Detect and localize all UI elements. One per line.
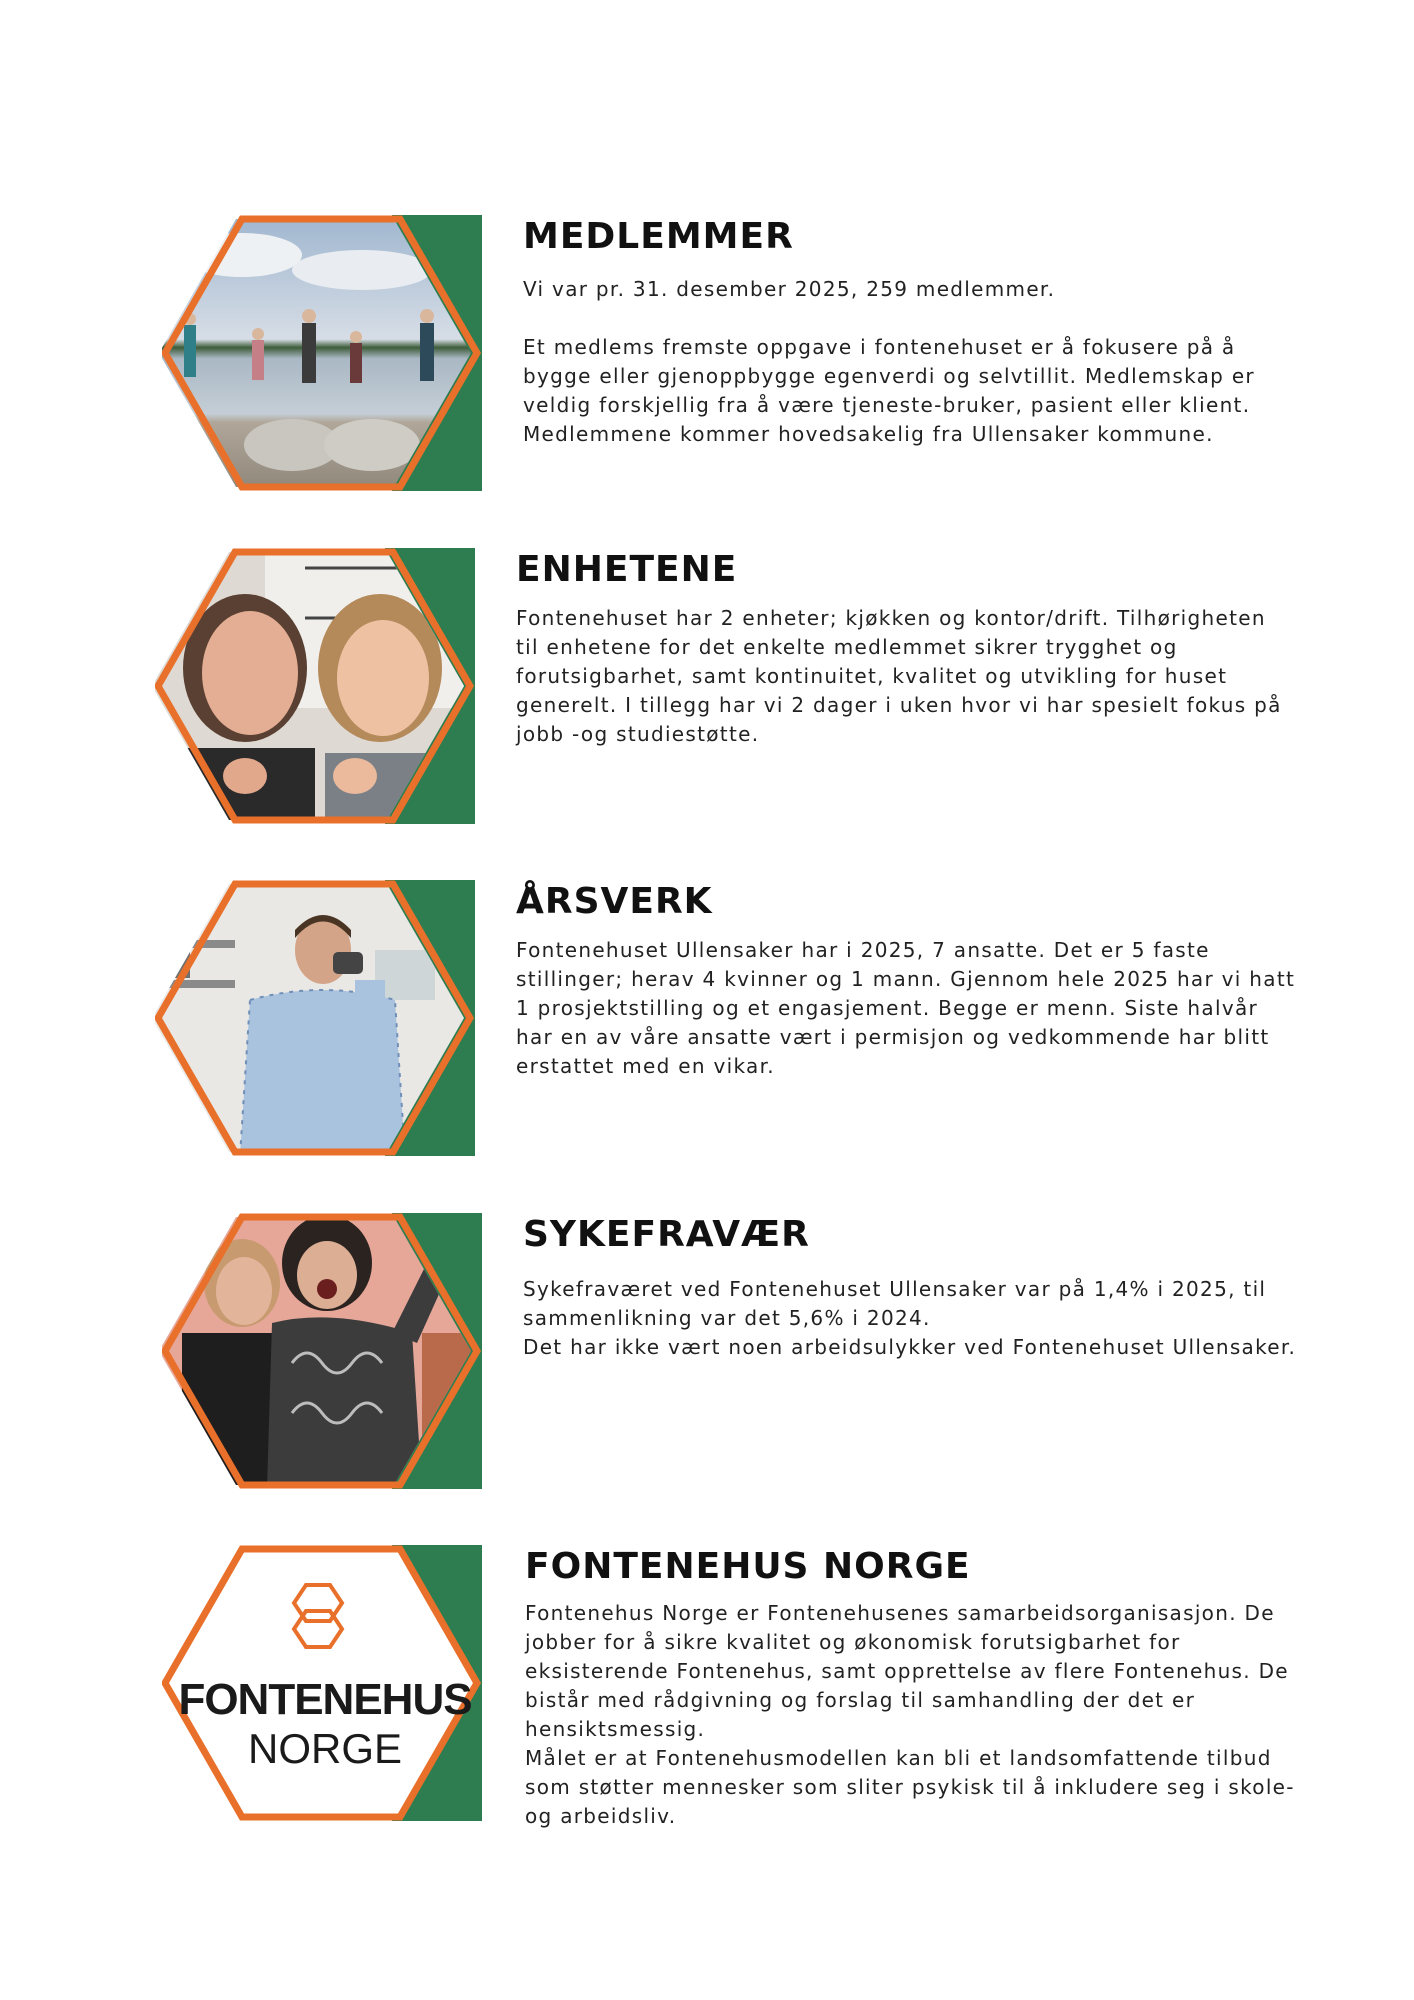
text-medlemmer <box>523 215 1303 449</box>
text-arsverk <box>516 880 1296 1081</box>
paragraph: Det har ikke vært noen arbeidsulykker ved Fontenehuset Ullensaker. <box>523 1335 1297 1359</box>
section-title: SYKEFRAVÆR <box>523 1214 810 1255</box>
section-body <box>523 275 1303 449</box>
paragraph: Medlemmene kommer hovedsakelig fra Ullensaker kommune. <box>523 422 1214 446</box>
text-sykefravaer <box>523 1213 1303 1362</box>
hexagon-photo-selfie <box>155 548 475 824</box>
paragraph: Fontenehus Norge er Fontenehusenes samarbeidsorganisasjon. De jobber for å sikre kvalitet og økonomisk forutsigbarhet for eksisterende Fontenehus, samt opprettelse av flere Fontenehus. De bistår med rådgivning og forslag til samhandling der det er hensiktsmessig. <box>525 1601 1289 1741</box>
hexagon-logo-fontenehus <box>162 1545 482 1821</box>
paragraph: Målet er at Fontenehusmodellen kan bli et landsomfattende tilbud som støtter mennesker som sliter psykisk til å inkludere seg i skole- og arbeidsliv. <box>525 1746 1295 1828</box>
section-body <box>516 604 1296 749</box>
hexagon-photo-lakeside <box>162 215 482 491</box>
paragraph: Vi var pr. 31. desember 2025, 259 medlemmer. <box>523 277 1056 301</box>
section-title: ENHETENE <box>516 549 738 590</box>
text-fontenehus-norge <box>525 1545 1305 1831</box>
hexagon-photo-cheering <box>162 1213 482 1489</box>
paragraph: Fontenehuset har 2 enheter; kjøkken og kontor/drift. Tilhørigheten til enhetene for det enkelte medlemmet sikrer trygghet og forutsigbarhet, samt kontinuitet, kvalitet og utvikling for huset generelt. I tillegg har vi 2 dager i uken hvor vi har spesielt fokus på jobb -og studiestøtte. <box>516 606 1282 746</box>
section-body <box>525 1599 1305 1831</box>
logo-wordmark-line1: FONTENEHUS <box>178 1675 472 1724</box>
section-title: MEDLEMMER <box>523 216 794 257</box>
section-title: ÅRSVERK <box>516 881 713 922</box>
section-body <box>516 936 1296 1081</box>
paragraph: Sykefraværet ved Fontenehuset Ullensaker var på 1,4% i 2025, til sammenlikning var det 5,6% i 2024. <box>523 1277 1267 1330</box>
section-body <box>523 1275 1303 1362</box>
section-title: FONTENEHUS NORGE <box>525 1546 971 1587</box>
hexagon-photo-kitchen <box>155 880 475 1156</box>
paragraph: Fontenehuset Ullensaker har i 2025, 7 ansatte. Det er 5 faste stillinger; herav 4 kvinner og 1 mann. Gjennom hele 2025 har vi hatt 1 prosjektstilling og et engasjement. Begge er menn. Siste halvår har en av våre ansatte vært i permisjon og vedkommende har blitt erstattet med en vikar. <box>516 938 1296 1078</box>
text-enhetene <box>516 548 1296 749</box>
logo-wordmark-line2: NORGE <box>247 1725 402 1772</box>
paragraph: Et medlems fremste oppgave i fontenehuset er å fokusere på å bygge eller gjenoppbygge egenverdi og selvtillit. Medlemskap er veldig forskjellig fra å være tjeneste-bruker, pasient eller klient. <box>523 335 1255 417</box>
